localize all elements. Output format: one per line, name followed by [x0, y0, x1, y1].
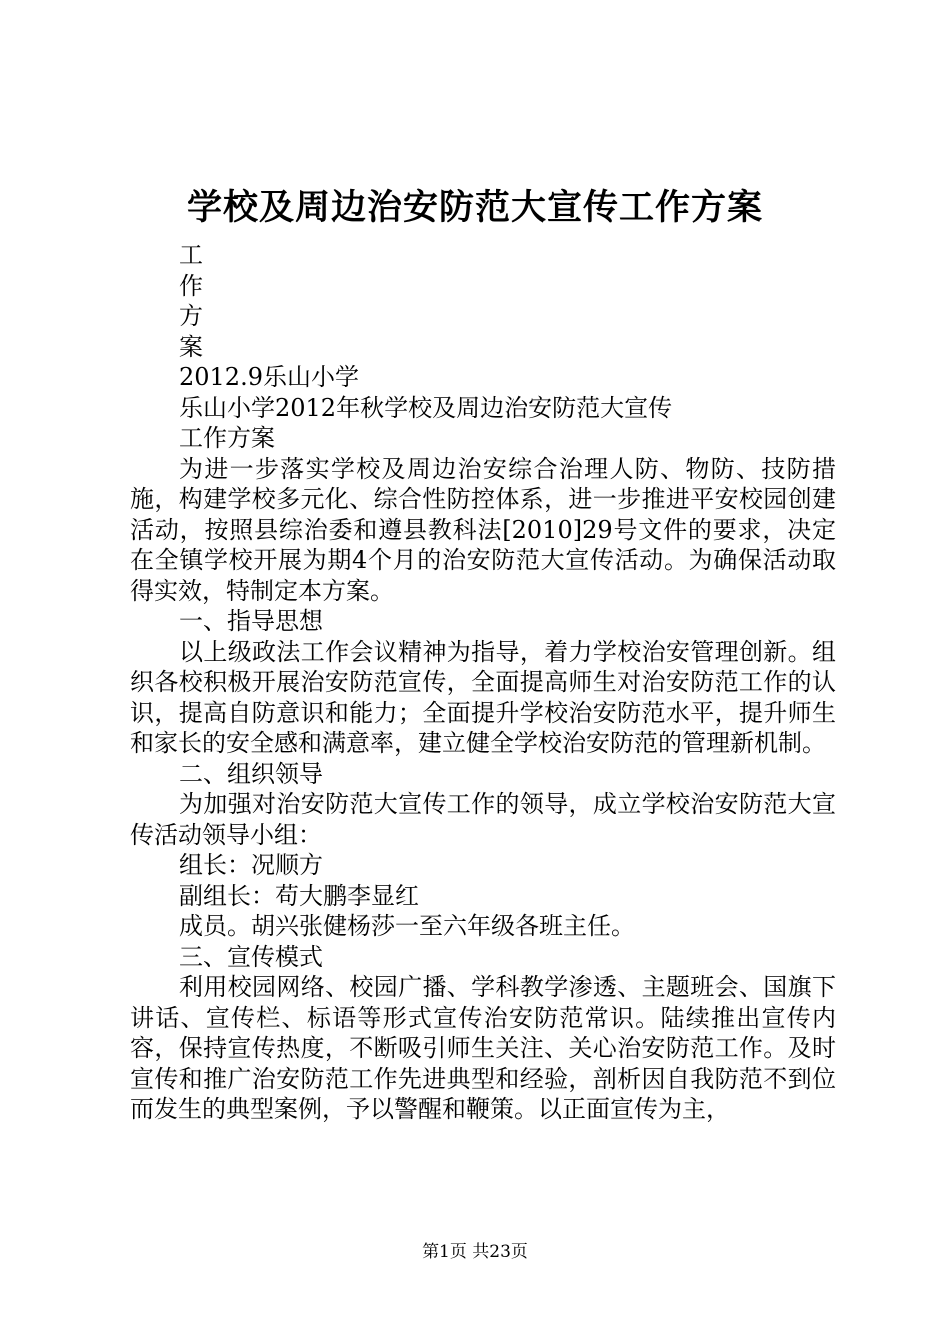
vertical-char-3: 方 — [179, 302, 203, 330]
deputy-leader-line: 副组长：苟大鹏李显红 — [179, 881, 419, 910]
section-heading-guidance: 一、指导思想 — [179, 607, 323, 635]
date-school-line: 2012.9乐山小学 — [179, 363, 359, 391]
leader-line: 组长：况顺方 — [179, 851, 323, 879]
vertical-char-1: 工 — [179, 241, 203, 269]
intro-paragraph: 为进一步落实学校及周边治安综合治理人防、物防、技防措施，构建学校多元化、综合性防控体系，进一步推进平安校园创建活动，按照县综治委和遵县教科法[2010]29号文件的要求，决定在全镇学校开展为期4个月的治安防范大宣传活动。为确保活动取得实效，特制定本方案。 — [130, 454, 836, 605]
subtitle-line-1: 乐山小学2012年秋学校及周边治安防范大宣传 — [179, 393, 673, 422]
section-heading-organization: 二、组织领导 — [179, 759, 323, 788]
vertical-char-4: 案 — [179, 332, 203, 361]
guidance-paragraph: 以上级政法工作会议精神为指导，着力学校治安管理创新。组织各校积极开展治安防范宣传，全面提高师生对治安防范工作的认识，提高自防意识和能力；全面提升学校治安防范水平，提升师生和家长的安全感和满意率，建立健全学校治安防范的管理新机制。 — [130, 637, 836, 757]
document-body — [130, 240, 836, 1125]
members-line: 成员。胡兴张健杨莎一至六年级各班主任。 — [179, 912, 635, 940]
section-heading-publicity: 三、宣传模式 — [179, 942, 323, 971]
publicity-paragraph: 利用校园网络、校园广播、学科教学渗透、主题班会、国旗下讲话、宣传栏、标语等形式宣传治安防范常识。陆续推出宣传内容，保持宣传热度，不断吸引师生关注、关心治安防范工作。及时宣传和推广治安防范工作先进典型和经验，剖析因自我防范不到位而发生的典型案例，予以警醒和鞭策。以正面宣传为主， — [130, 973, 836, 1123]
page-footer: 第1页 共23页 — [422, 1242, 528, 1262]
organization-paragraph: 为加强对治安防范大宣传工作的领导，成立学校治安防范大宣传活动领导小组： — [130, 790, 836, 849]
document-title: 学校及周边治安防范大宣传工作方案 — [186, 187, 763, 228]
subtitle-line-2: 工作方案 — [179, 424, 275, 452]
vertical-char-2: 作 — [179, 271, 203, 300]
